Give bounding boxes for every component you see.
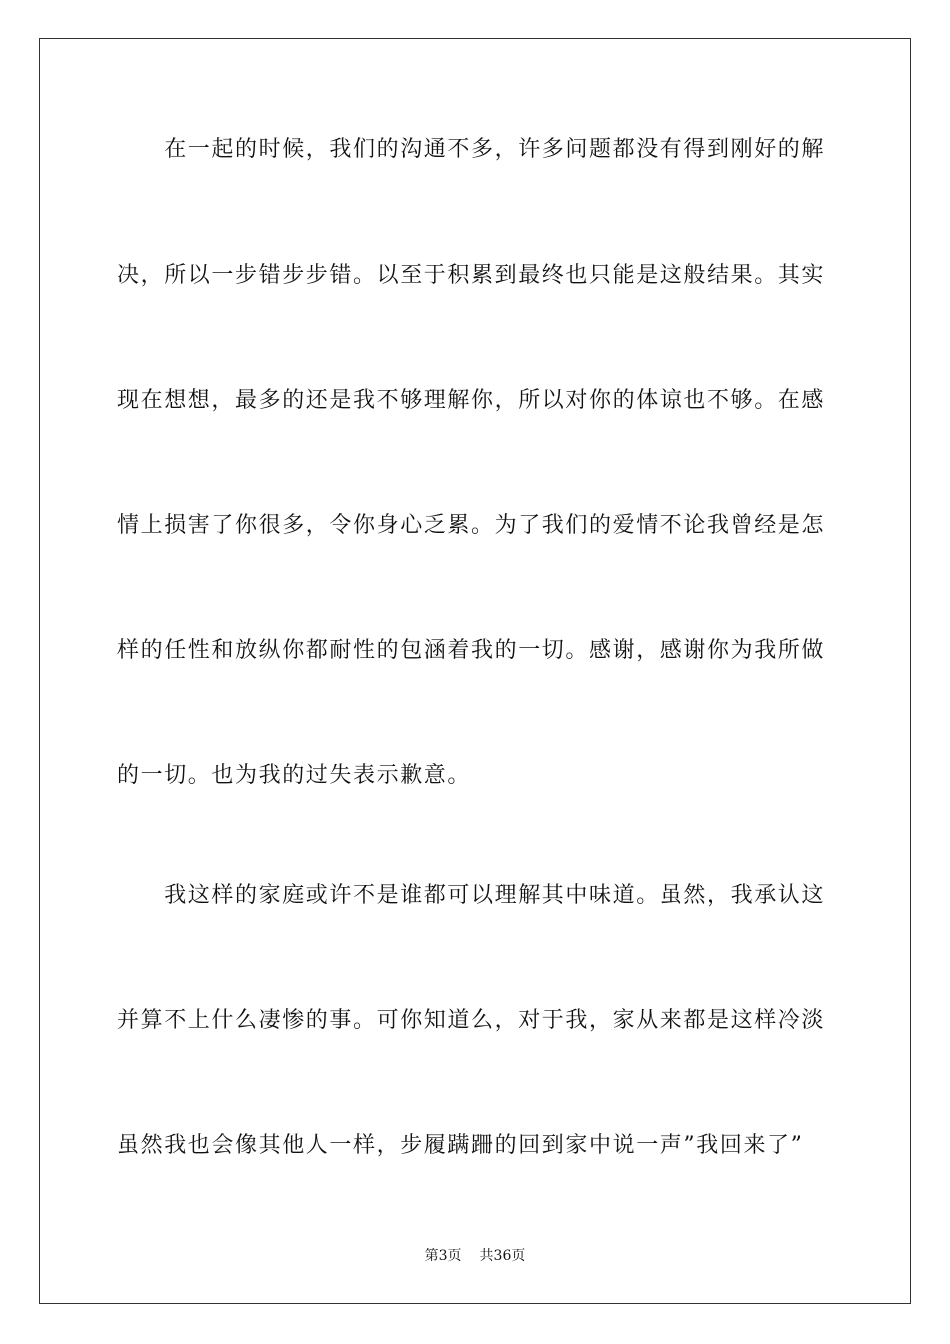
page-total: 共36页 <box>479 1248 526 1264</box>
paragraph-2-line-3: 虽然我也会像其他人一样，步履蹒跚的回到家中说一声”我回来了” <box>117 1133 804 1158</box>
page-frame <box>39 38 911 1304</box>
page-footer <box>0 1246 950 1266</box>
paragraph-1-line-1: 在一起的时候，我们的沟通不多，许多问题都没有得到刚好的解 <box>117 137 826 162</box>
paragraph-2-line-2: 并算不上什么凄惨的事。可你知道么，对于我，家从来都是这样冷淡 <box>117 1008 826 1033</box>
paragraph-1-line-2: 决，所以一步错步步错。以至于积累到最终也只能是这般结果。其实 <box>117 263 826 288</box>
paragraph-1-line-6: 的一切。也为我的过失表示歉意。 <box>117 763 472 788</box>
paragraph-1-line-4: 情上损害了你很多，令你身心乏累。为了我们的爱情不论我曾经是怎 <box>117 513 826 538</box>
paragraph-1-line-5: 样的任性和放纵你都耐性的包涵着我的一切。感谢，感谢你为我所做 <box>117 638 826 663</box>
paragraph-2-line-1: 我这样的家庭或许不是谁都可以理解其中味道。虽然，我承认这 <box>117 883 826 908</box>
paragraph-1-line-3: 现在想想，最多的还是我不够理解你，所以对你的体谅也不够。在感 <box>117 388 826 413</box>
page-number: 第3页 <box>424 1248 462 1264</box>
